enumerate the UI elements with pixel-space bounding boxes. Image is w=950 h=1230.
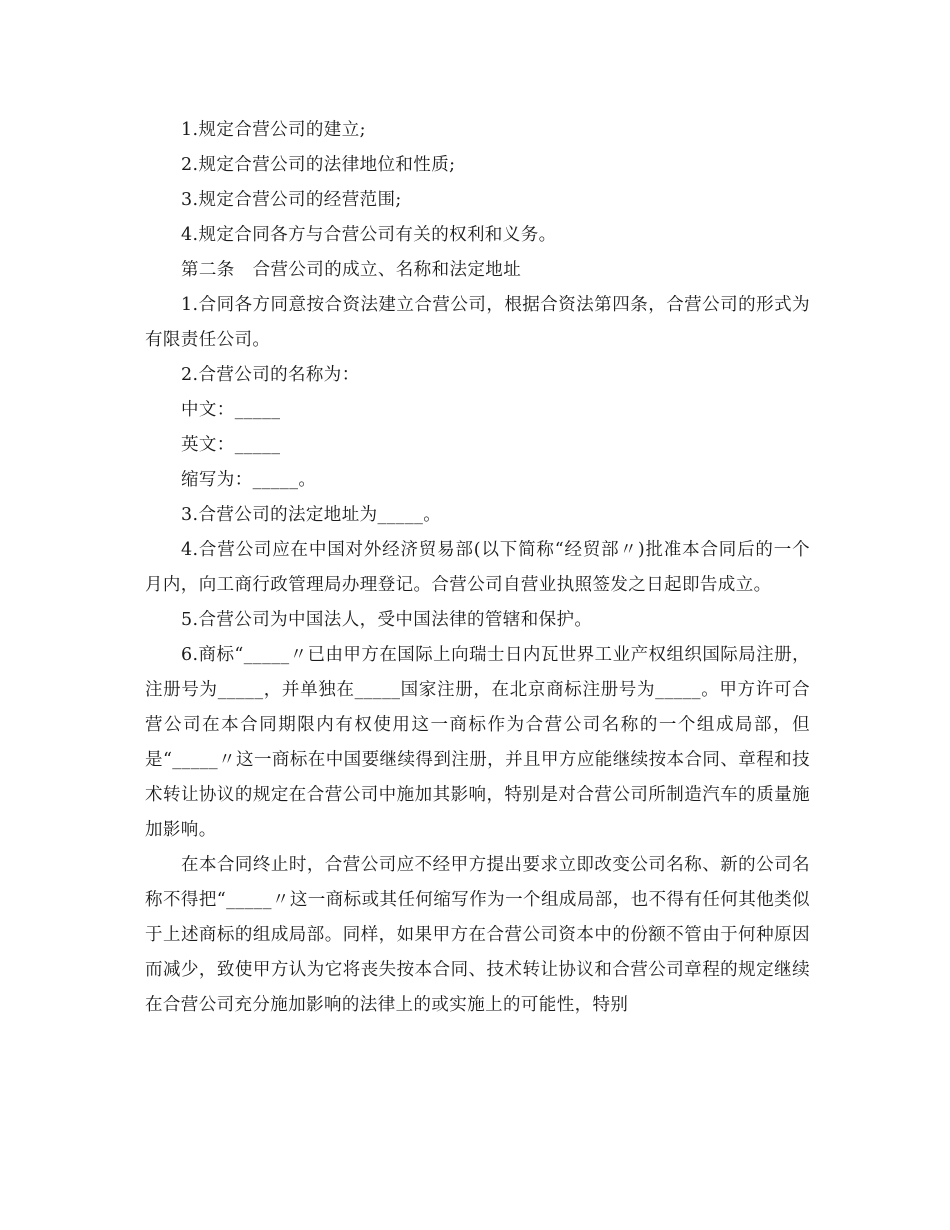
section-heading-article-2: 第二条 合营公司的成立、名称和法定地址 <box>181 260 522 280</box>
paragraph-clause-3: 3.规定合营公司的经营范围; <box>181 190 402 210</box>
paragraph-registration: 4.合营公司应在中国对外经济贸易部(以下简称“经贸部〃)批准本合同后的一个月内，向工商行政管理局办理登记。合营公司自营业执照签发之日起即告成立。 <box>145 540 810 595</box>
paragraph-clause-2: 2.规定合营公司的法律地位和性质; <box>181 155 456 175</box>
field-english-name: 英文：_____ <box>181 435 281 455</box>
document-body <box>145 113 810 1023</box>
field-abbreviation: 缩写为：_____。 <box>181 470 317 490</box>
paragraph-company-form: 1.合同各方同意按合资法建立合营公司，根据合资法第四条，合营公司的形式为有限责任公司。 <box>145 295 810 350</box>
paragraph-trademark: 6.商标“_____〃已由甲方在国际上向瑞士日内瓦世界工业产权组织国际局注册，注册号为_____，并单独在_____国家注册，在北京商标注册号为_____。甲方许可合营公司在本合同期限内有权使用这一商标作为合营公司名称的一个组成局部，但是“_____〃这一商标在中国要继续得到注册，并且甲方应能继续按本合同、章程和技术转让协议的规定在合营公司中施加其影响，特别是对合营公司所制造汽车的质量施加影响。 <box>145 645 810 840</box>
paragraph-termination: 在本合同终止时，合营公司应不经甲方提出要求立即改变公司名称、新的公司名称不得把“_____〃这一商标或其任何缩写作为一个组成局部，也不得有任何其他类似于上述商标的组成局部。同样，如果甲方在合营公司资本中的份额不管由于何种原因而减少，致使甲方认为它将丧失按本合同、技术转让协议和合营公司章程的规定继续在合营公司充分施加影响的法律上的或实施上的可能性，特别 <box>145 855 810 1015</box>
paragraph-clause-1: 1.规定合营公司的建立; <box>181 120 366 140</box>
field-chinese-name: 中文：_____ <box>181 400 281 420</box>
paragraph-legal-address: 3.合营公司的法定地址为_____。 <box>181 505 442 525</box>
paragraph-clause-4: 4.规定合同各方与合营公司有关的权利和义务。 <box>181 225 557 245</box>
paragraph-legal-person: 5.合营公司为中国法人，受中国法律的管辖和保护。 <box>181 610 593 630</box>
paragraph-company-name: 2.合营公司的名称为： <box>181 365 360 385</box>
